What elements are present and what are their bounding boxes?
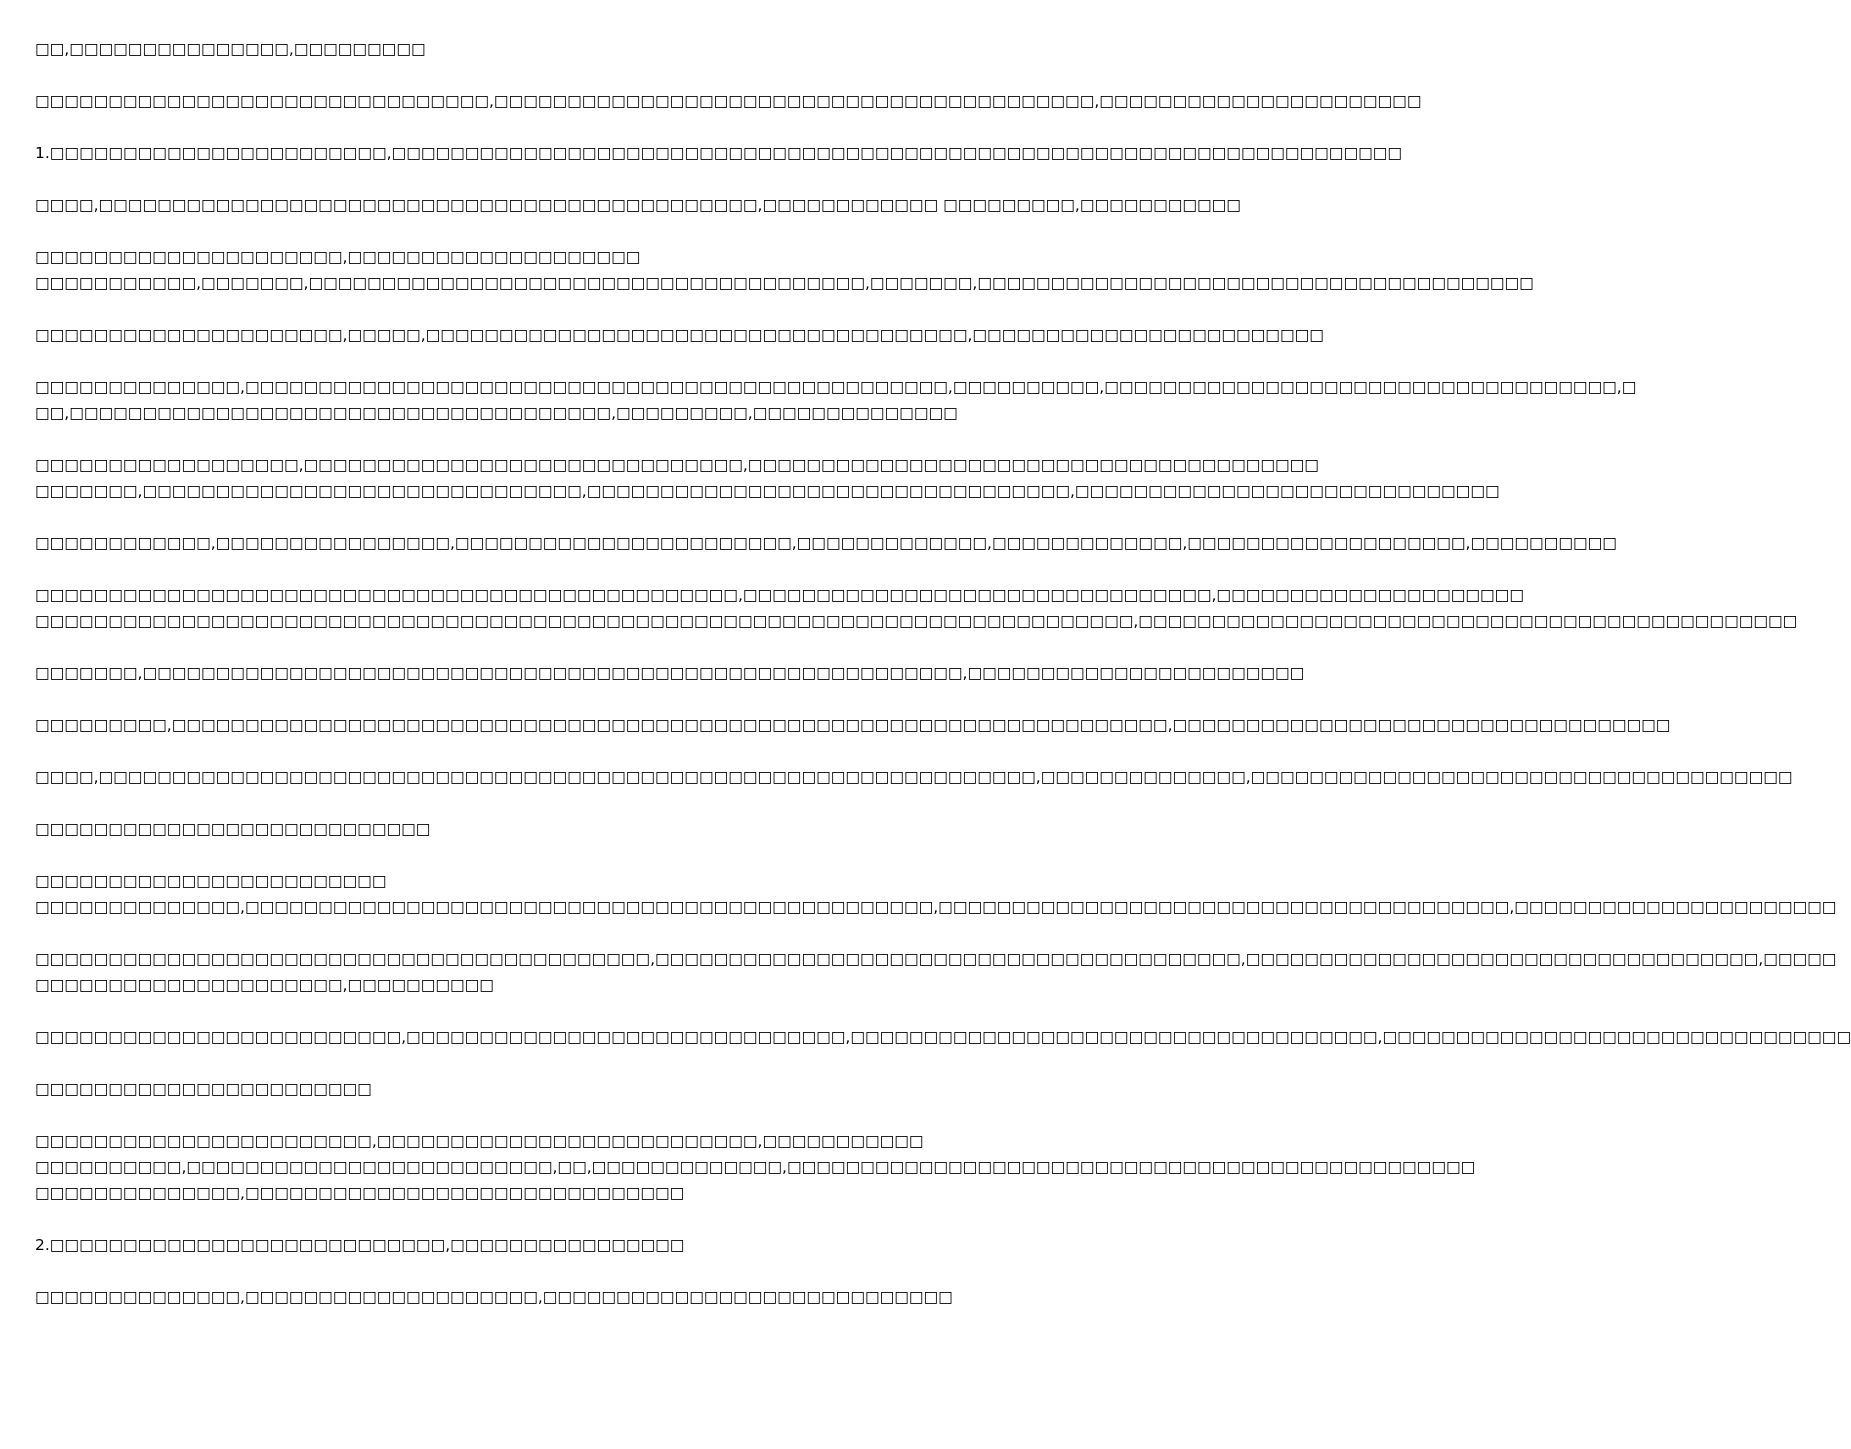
text-line: □□□□□□□□□□□□□□□□□□□□□□□□: [35, 872, 387, 890]
paragraph: [35, 660, 1305, 686]
paragraph: [35, 1128, 1476, 1206]
paragraph: [35, 712, 1671, 738]
text-line: □□□□□□□□□□□□□□□□□□□□□□□□□□□: [35, 820, 431, 838]
paragraph: [35, 452, 1500, 504]
text-line: □□□□□□□□□□□□□□□□□□□□□□□: [35, 1080, 372, 1098]
paragraph: [35, 36, 989, 62]
paragraph: [35, 192, 1241, 218]
text-line: 2.□□□□□□□□□□□□□□□□□□□□□□□□□□□,□□□□□□□□□□□□□□□□: [35, 1236, 685, 1254]
text-line: □□□□□□□□□□□□□□,□□□□□□□□□□□□□□□□□□□□□□□□□□□□□□: [35, 1184, 685, 1202]
text-line: □□□□□□□□□□□□□□,□□□□□□□□□□□□□□□□□□□□□□□□□□□□□□□□□□□□□□□□□□□□□□□,□□□□□□□□□□□□□□□□□□□□□□□□□□□□□□□□□□□□□□□,□□□□□□□□□□□□□□□□□□□□□□: [35, 898, 1837, 916]
paragraph: [35, 1284, 989, 1310]
text-line: □□□□□□□□□□□□□□,□□□□□□□□□□□□□□□□□□□□,□□□□□□□□□□□□□□□□□□□□□□□□□□□□: [35, 1288, 953, 1306]
text-line: □□□□□□□□□□□□□□□□□□□□□□□,□□□□□□□□□□□□□□□□□□□□□□□□□□,□□□□□□□□□□□: [35, 1132, 924, 1150]
paragraph: [35, 374, 1637, 426]
paragraph: [35, 1024, 1851, 1050]
paragraph: [35, 322, 1324, 348]
paragraph: [35, 816, 989, 842]
text-line: □□□□□□□□□□□□□□□□□□□□□,□□□□□□□□□□: [35, 976, 494, 994]
paragraph: [35, 88, 1422, 114]
text-line: □□□□□□□□□□□□□□□□□□,□□□□□□□□□□□□□□□□□□□□□□□□□□□□□□,□□□□□□□□□□□□□□□□□□□□□□□□□□□□□□□□□□□□□□□: [35, 456, 1319, 474]
text-line: □□□□□□□□□,□□□□□□□□□□□□□□□□□□□□□□□□□□□□□□□□□□□□□□□□□□□□□□□□□□□□□□□□□□□□□□□□□□□□,□□□□□□□□□□□□□□□□□□□□□□□□□□□□□□□□□□: [35, 716, 1671, 734]
paragraph: [35, 582, 1798, 634]
paragraph: [35, 1232, 989, 1258]
text-line: □□□□□□□,□□□□□□□□□□□□□□□□□□□□□□□□□□□□□□,□□□□□□□□□□□□□□□□□□□□□□□□□□□□□□□□□,□□□□□□□□□□□□□□□□□□□□□□□□□□□□□: [35, 482, 1500, 500]
paragraph: [35, 946, 1837, 998]
text-line: □□□□,□□□□□□□□□□□□□□□□□□□□□□□□□□□□□□□□□□□□□□□□□□□□□,□□□□□□□□□□□□ □□□□□□□□□,□□□□□□□□□□□: [35, 196, 1241, 214]
paragraph: [35, 530, 1617, 556]
paragraph: [35, 140, 1403, 166]
paragraph: [35, 1076, 989, 1102]
text-line: □□□□□□□□□□□□□□,□□□□□□□□□□□□□□□□□□□□□□□□□□□□□□□□□□□□□□□□□□□□□□□□,□□□□□□□□□□,□□□□□□□□□□□□□□□□□□□□□□□□□□□□□□□□□□□,□: [35, 378, 1637, 396]
text-line: □□,□□□□□□□□□□□□□□□□□□□□□□□□□□□□□□□□□□□□□,□□□□□□□□□,□□□□□□□□□□□□□□: [35, 404, 958, 422]
paragraph: [35, 764, 1793, 790]
text-line: □□□□□□□□□□□,□□□□□□□,□□□□□□□□□□□□□□□□□□□□□□□□□□□□□□□□□□□□□□,□□□□□□□,□□□□□□□□□□□□□□□□□□□□□□□□□□□□□□□□□□□□□□: [35, 274, 1534, 292]
text-line: □□□□,□□□□□□□□□□□□□□□□□□□□□□□□□□□□□□□□□□□□□□□□□□□□□□□□□□□□□□□□□□□□□□□□,□□□□□□□□□□□□□□,□□□□□□□□□□□□□□□□□□□□□□□□□□□□□□□□□□□□□: [35, 768, 1793, 786]
text-line: □□□□□□□□□□□□□□□□□□□□□,□□□□□□□□□□□□□□□□□□□□: [35, 248, 641, 266]
paragraph: [35, 868, 1837, 920]
text-line: □□□□□□□□□□□□□□□□□□□□□□□□□□□□□□□□□□□□□□□□□□,□□□□□□□□□□□□□□□□□□□□□□□□□□□□□□□□□□□□□□□□,□□□□□□□□□□□□□□□□□□□□□□□□□□□□□□□□□□□,□□□□□: [35, 950, 1837, 968]
text-line: □□,□□□□□□□□□□□□□□□,□□□□□□□□□: [35, 40, 426, 58]
text-line: □□□□□□□□□□□□□□□□□□□□□,□□□□□,□□□□□□□□□□□□□□□□□□□□□□□□□□□□□□□□□□□□□,□□□□□□□□□□□□□□□□□□□□□□□□: [35, 326, 1324, 344]
paragraph: [35, 244, 1534, 296]
text-line: □□□□□□□□□□,□□□□□□□□□□□□□□□□□□□□□□□□□,□□,□□□□□□□□□□□□□,□□□□□□□□□□□□□□□□□□□□□□□□□□□□□□□□□□□□□□□□□□□□□□□: [35, 1158, 1476, 1176]
text-line: □□□□□□□□□□□□,□□□□□□□□□□□□□□□□,□□□□□□□□□□□□□□□□□□□□□□□,□□□□□□□□□□□□□,□□□□□□□□□□□□□,□□□□□□□□□□□□□□□□□□□,□□□□□□□□□□: [35, 534, 1617, 552]
text-line: □□□□□□□□□□□□□□□□□□□□□□□□□□□□□□□,□□□□□□□□□□□□□□□□□□□□□□□□□□□□□□□□□□□□□□□□□,□□□□□□□□□□□□□□□□□□□□□□: [35, 92, 1422, 110]
text-line: □□□□□□□□□□□□□□□□□□□□□□□□□□□□□□□□□□□□□□□□□□□□□□□□,□□□□□□□□□□□□□□□□□□□□□□□□□□□□□□□□,□□□□□□□□□□□□□□□□□□□□□: [35, 586, 1524, 604]
text-line: □□□□□□□,□□□□□□□□□□□□□□□□□□□□□□□□□□□□□□□□□□□□□□□□□□□□□□□□□□□□□□□□,□□□□□□□□□□□□□□□□□□□□□□□: [35, 664, 1305, 682]
text-line: 1.□□□□□□□□□□□□□□□□□□□□□□□,□□□□□□□□□□□□□□□□□□□□□□□□□□□□□□□□□□□□□□□□□□□□□□□□□□□□□□□□□□□□□□□□□□□□□: [35, 144, 1403, 162]
text-line: □□□□□□□□□□□□□□□□□□□□□□□□□,□□□□□□□□□□□□□□□□□□□□□□□□□□□□□□,□□□□□□□□□□□□□□□□□□□□□□□□□□□□□□□□□□□□,□□□□□□□□□□□□□□□□□□□□□□□□□□□□□□□□: [35, 1028, 1851, 1046]
text-line: □□□□□□□□□□□□□□□□□□□□□□□□□□□□□□□□□□□□□□□□□□□□□□□□□□□□□□□□□□□□□□□□□□□□□□□□□□□,□□□□□□□□□□□□□□□□□□□□□□□□□□□□□□□□□□□□□□□□□□□□□: [35, 612, 1798, 630]
